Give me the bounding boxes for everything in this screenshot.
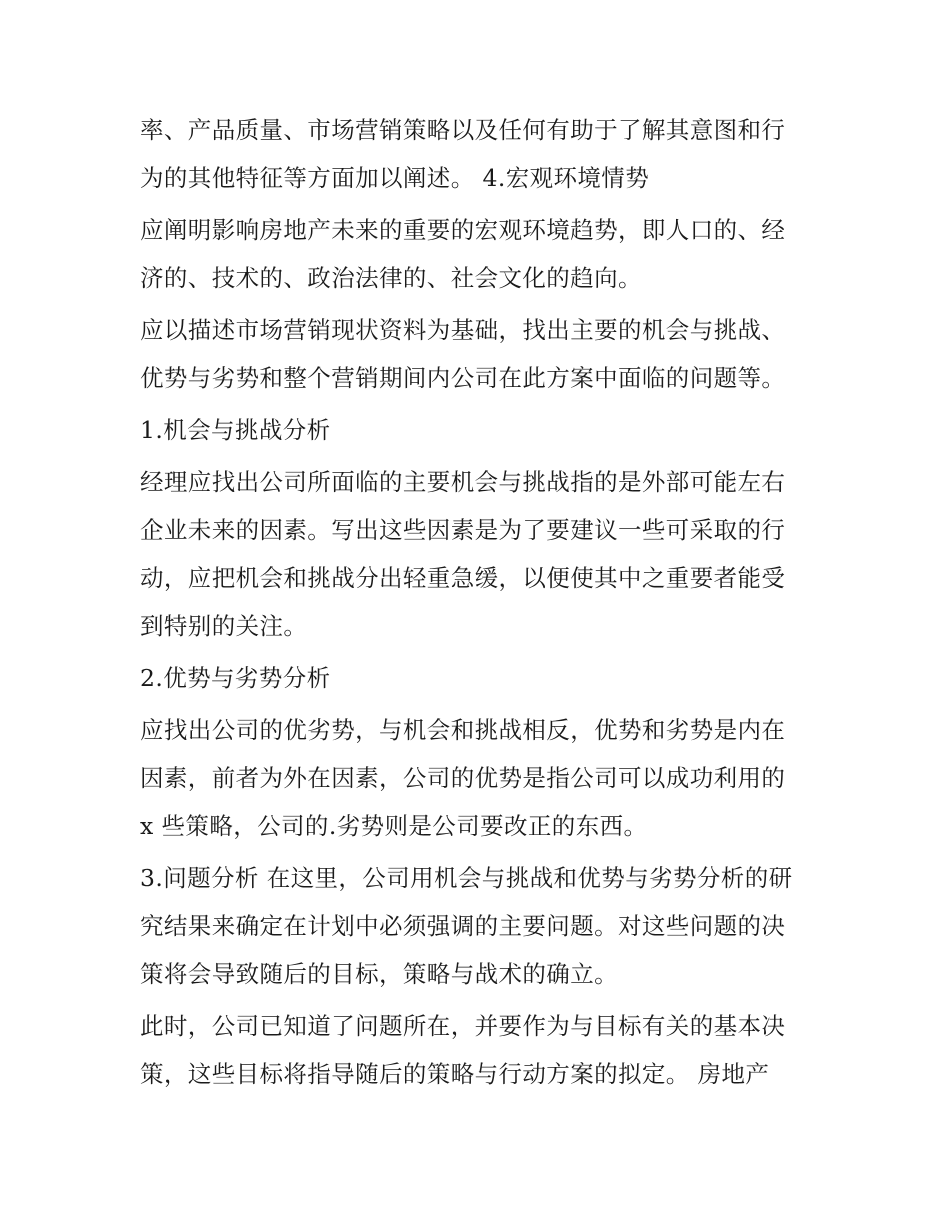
- text-line: 究结果来确定在计划中必须强调的主要问题。对这些问题的决: [140, 912, 786, 940]
- text-line: 应找出公司的优劣势，与机会和挑战相反，优势和劣势是内在: [140, 716, 786, 744]
- text-line: 3.问题分析 在这里，公司用机会与挑战和优势与劣势分析的研: [140, 864, 793, 892]
- text-line: 因素，前者为外在因素，公司的优势是指公司可以成功利用的: [140, 764, 786, 792]
- text-line: 经理应找出公司所面临的主要机会与挑战指的是外部可能左右: [140, 468, 786, 496]
- text-line: 应以描述市场营销现状资料为基础，找出主要的机会与挑战、: [140, 316, 786, 344]
- text-line: 动，应把机会和挑战分出轻重急缓，以便使其中之重要者能受: [140, 564, 786, 592]
- text-line: 此时，公司已知道了问题所在，并要作为与目标有关的基本决: [140, 1012, 786, 1040]
- text-line: 企业未来的因素。写出这些因素是为了要建议一些可采取的行: [140, 516, 786, 544]
- text-line: 策将会导致随后的目标，策略与战术的确立。: [140, 960, 618, 988]
- text-line: 策，这些目标将指导随后的策略与行动方案的拟定。 房地产: [140, 1060, 770, 1088]
- text-line: 为的其他特征等方面加以阐述。 4.宏观环境情势: [140, 164, 650, 192]
- text-line: x 些策略，公司的.劣势则是公司要改正的东西。: [140, 812, 648, 840]
- text-line: 到特别的关注。: [140, 612, 308, 640]
- section-heading: 1.机会与挑战分析: [140, 416, 331, 444]
- text-line: 优势与劣势和整个营销期间内公司在此方案中面临的问题等。: [140, 364, 786, 392]
- document-body: [140, 106, 820, 1098]
- text-line: 率、产品质量、市场营销策略以及任何有助于了解其意图和行: [140, 116, 786, 144]
- text-line: 济的、技术的、政治法律的、社会文化的趋向。: [140, 264, 642, 292]
- section-heading: 2.优势与劣势分析: [140, 664, 331, 692]
- text-line: 应阐明影响房地产未来的重要的宏观环境趋势，即人口的、经: [140, 216, 786, 244]
